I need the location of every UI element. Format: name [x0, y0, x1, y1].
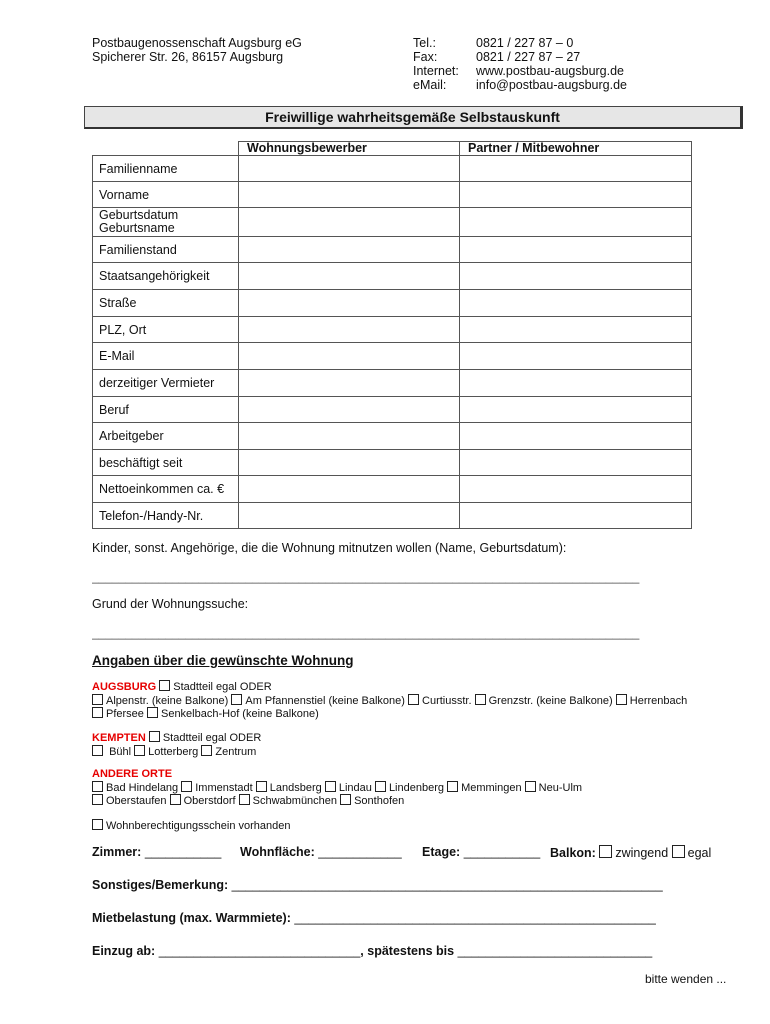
applicant-cell[interactable]	[239, 290, 460, 317]
miete-label: Mietbelastung (max. Warmmiete):	[92, 911, 291, 925]
checkbox[interactable]	[147, 707, 158, 718]
applicant-cell[interactable]	[239, 317, 460, 343]
contact-labels	[413, 36, 459, 92]
checkbox[interactable]	[340, 794, 351, 805]
applicant-cell[interactable]	[239, 343, 460, 370]
checkbox[interactable]	[92, 707, 103, 718]
partner-cell[interactable]	[460, 450, 692, 476]
applicant-cell[interactable]	[239, 423, 460, 450]
kempten-label: KEMPTEN	[92, 732, 146, 744]
contact-email: info@postbau-augsburg.de	[476, 78, 627, 92]
contact-label: eMail:	[413, 78, 447, 92]
option-label: Bühl	[109, 745, 132, 758]
checkbox[interactable]	[134, 745, 145, 756]
augsburg-label: AUGSBURG	[92, 681, 157, 693]
option-label: Schwabmünchen	[252, 795, 338, 807]
option-label: Am Pfannenstiel (keine Balkone)	[245, 694, 405, 707]
einzug-label: Einzug ab:	[92, 944, 156, 958]
wohnflaeche-label: Wohnfläche:	[240, 845, 315, 859]
row-label: Familienname	[93, 156, 239, 182]
row-label: derzeitiger Vermieter	[93, 370, 239, 397]
checkbox[interactable]	[616, 694, 627, 705]
checkbox[interactable]	[525, 781, 536, 792]
applicant-table	[92, 141, 692, 529]
option-label: Grenzstr. (keine Balkone)	[488, 694, 613, 707]
option-label: Lindau	[338, 781, 372, 794]
partner-cell[interactable]	[460, 156, 692, 182]
spaetestens-field[interactable]: ____________________________	[457, 944, 653, 958]
etage-field[interactable]: ___________	[463, 845, 541, 859]
applicant-cell[interactable]	[239, 450, 460, 476]
option-label: Stadtteil egal ODER	[162, 732, 262, 744]
partner-cell[interactable]	[460, 290, 692, 317]
andere-block	[92, 768, 582, 808]
miete-row	[92, 911, 656, 925]
checkbox[interactable]	[181, 781, 192, 792]
grund-label: Grund der Wohnungssuche:	[92, 597, 249, 611]
andere-label: ANDERE ORTE	[92, 768, 173, 780]
row-label: Vorname	[93, 182, 239, 208]
checkbox[interactable]	[201, 745, 212, 756]
contact-phone: 0821 / 227 87 – 0	[476, 36, 574, 50]
wohnflaeche-field[interactable]: ____________	[318, 845, 402, 859]
checkbox[interactable]	[149, 731, 160, 742]
row-label: Familienstand	[93, 237, 239, 263]
balkon-row	[550, 845, 711, 860]
spaetestens-label: , spätestens bis	[360, 944, 455, 958]
checkbox[interactable]	[92, 819, 103, 830]
row-label: E-Mail	[93, 343, 239, 370]
option-label: Memmingen	[461, 781, 522, 794]
row-label: Arbeitgeber	[93, 423, 239, 450]
option-label: Lotterberg	[148, 745, 199, 758]
zwingend-label: zwingend	[615, 846, 669, 860]
einzug-row	[92, 944, 652, 958]
checkbox[interactable]	[231, 694, 242, 705]
sonstiges-label: Sonstiges/Bemerkung:	[92, 878, 229, 892]
sonstiges-field[interactable]: ______________________________________________________________	[231, 878, 663, 892]
checkbox[interactable]	[447, 781, 458, 792]
option-label: Oberstdorf	[183, 795, 236, 807]
col-partner-header: Partner / Mitbewohner	[460, 142, 692, 156]
option-label: Bad Hindelang	[106, 781, 179, 794]
contact-label: Internet:	[413, 64, 459, 78]
applicant-cell[interactable]	[239, 503, 460, 529]
applicant-cell[interactable]	[239, 263, 460, 290]
option-label: Curtiusstr.	[422, 694, 472, 707]
wbs-label: Wohnberechtigungsschein vorhanden	[106, 820, 291, 832]
partner-cell[interactable]	[460, 343, 692, 370]
row-label: Staatsangehörigkeit	[93, 263, 239, 290]
etage-row	[422, 845, 540, 859]
checkbox[interactable]	[599, 845, 612, 858]
contact-website: www.postbau-augsburg.de	[476, 64, 625, 78]
checkbox[interactable]	[92, 745, 103, 756]
contact-fax: 0821 / 227 87 – 27	[476, 50, 581, 64]
partner-cell[interactable]	[460, 397, 692, 423]
einzug-field[interactable]: _____________________________	[158, 944, 361, 958]
company-name: Postbaugenossenschaft Augsburg eG	[92, 36, 302, 50]
contact-label: Fax:	[413, 50, 438, 64]
option-label: Alpenstr. (keine Balkone)	[106, 694, 229, 707]
option-label: Sonthofen	[354, 795, 405, 807]
checkbox[interactable]	[375, 781, 386, 792]
option-label: Stadtteil egal ODER	[173, 681, 272, 693]
sonstiges-row	[92, 878, 663, 892]
contact-values	[476, 36, 627, 92]
applicant-cell[interactable]	[239, 397, 460, 423]
option-label: Neu-Ulm	[538, 781, 583, 794]
applicant-cell[interactable]	[239, 476, 460, 503]
kinder-line[interactable]: __________________________________________________________________________________	[92, 570, 640, 584]
partner-cell[interactable]	[460, 237, 692, 263]
partner-cell[interactable]	[460, 370, 692, 397]
company-address: Spicherer Str. 26, 86157 Augsburg	[92, 50, 284, 64]
zimmer-label: Zimmer:	[92, 845, 142, 859]
checkbox[interactable]	[408, 694, 419, 705]
kempten-block	[92, 731, 261, 758]
applicant-cell[interactable]	[239, 370, 460, 397]
etage-label: Etage:	[422, 845, 461, 859]
option-label: Lindenberg	[388, 781, 444, 794]
checkbox[interactable]	[256, 781, 267, 792]
contact-label: Tel.:	[413, 36, 436, 50]
partner-cell[interactable]	[460, 503, 692, 529]
augsburg-block	[92, 680, 752, 721]
partner-cell[interactable]	[460, 317, 692, 343]
partner-cell[interactable]	[460, 182, 692, 208]
zimmer-row	[92, 845, 221, 859]
footer-note: bitte wenden ...	[645, 972, 727, 986]
option-label: Immenstadt	[195, 781, 253, 794]
checkbox[interactable]	[325, 781, 336, 792]
kinder-label: Kinder, sonst. Angehörige, die die Wohnung mitnutzen wollen (Name, Geburtsdatum):	[92, 541, 567, 555]
wbs-row	[92, 819, 290, 833]
partner-cell[interactable]	[460, 423, 692, 450]
partner-cell[interactable]	[460, 476, 692, 503]
option-label: Senkelbach-Hof (keine Balkone)	[160, 708, 319, 720]
section-title: Angaben über die gewünschte Wohnung	[92, 653, 354, 668]
egal-label: egal	[687, 846, 712, 860]
wohnflaeche-row	[240, 845, 402, 859]
balkon-label: Balkon:	[550, 846, 596, 860]
checkbox[interactable]	[159, 680, 170, 691]
col-applicant-header: Wohnungsbewerber	[239, 142, 460, 156]
checkbox[interactable]	[475, 694, 486, 705]
row-label: Nettoeinkommen ca. €	[93, 476, 239, 503]
row-label: Geburtsdatum Geburtsname	[93, 208, 239, 237]
table-corner	[93, 142, 239, 156]
row-label: beschäftigt seit	[93, 450, 239, 476]
partner-cell[interactable]	[460, 208, 692, 237]
checkbox[interactable]	[92, 781, 103, 792]
checkbox[interactable]	[239, 794, 250, 805]
partner-cell[interactable]	[460, 263, 692, 290]
applicant-cell[interactable]	[239, 182, 460, 208]
checkbox[interactable]	[92, 694, 103, 705]
checkbox[interactable]	[170, 794, 181, 805]
checkbox[interactable]	[672, 845, 685, 858]
row-label: PLZ, Ort	[93, 317, 239, 343]
option-label: Herrenbach	[629, 694, 688, 707]
zimmer-field[interactable]: ___________	[144, 845, 222, 859]
form-title: Freiwillige wahrheitsgemäße Selbstauskunft	[84, 106, 743, 129]
option-label: Pfersee	[106, 708, 144, 720]
row-label: Telefon-/Handy-Nr.	[93, 503, 239, 529]
option-label: Landsberg	[269, 781, 322, 794]
option-label: Zentrum	[215, 745, 257, 758]
miete-field[interactable]: ____________________________________________________	[294, 911, 656, 925]
option-label: Oberstaufen	[106, 795, 167, 807]
checkbox[interactable]	[92, 794, 103, 805]
row-label: Straße	[93, 290, 239, 317]
row-label: Beruf	[93, 397, 239, 423]
grund-line[interactable]: __________________________________________________________________________________	[92, 626, 640, 640]
applicant-cell[interactable]	[239, 237, 460, 263]
company-block	[92, 36, 302, 64]
applicant-cell[interactable]	[239, 208, 460, 237]
applicant-cell[interactable]	[239, 156, 460, 182]
